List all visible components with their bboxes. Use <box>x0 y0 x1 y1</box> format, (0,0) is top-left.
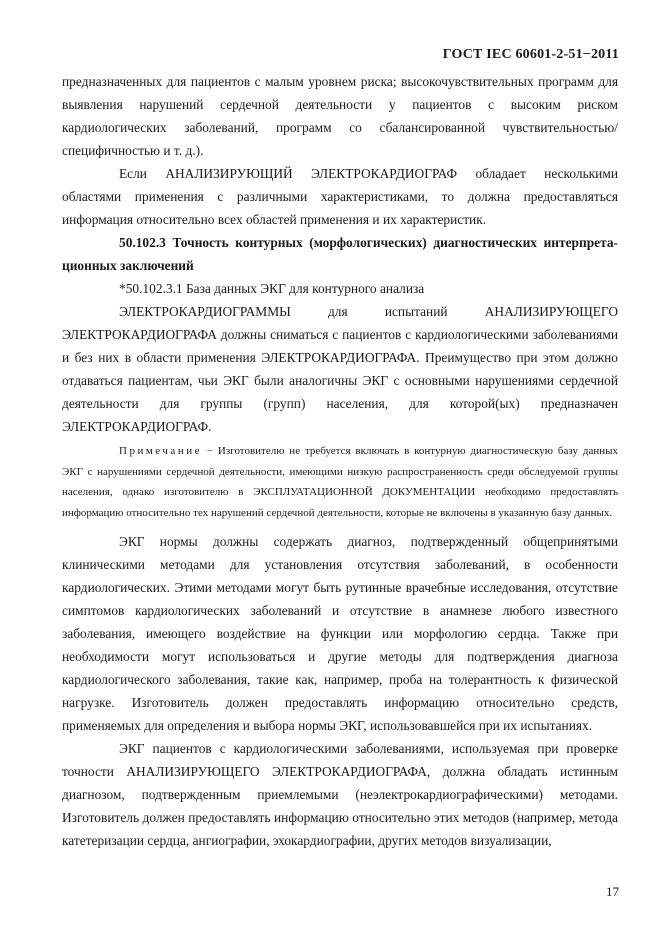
section-heading: 50.102.3 Точность контурных (морфологических) диагностических интерпретационных заключений <box>62 235 618 273</box>
standard-header: ГОСТ IEC 60601-2-51−2011 <box>442 47 619 62</box>
note-text: − Изготовителю не требуется включать в контурную диагностическую базу данных ЭКГ с нарушениями сердечной деятельности, имеющими низкую распространенность среди обследуемой группы населения, однако изготовителю в ЭКСПЛУАТАЦИОННОЙ ДОКУМЕНТАЦИИ необходимо предоставлять информацию относительно тех нарушений сердечной деятельности, которые не включены в указанную базу данных. <box>62 445 618 519</box>
note <box>62 441 618 523</box>
paragraph-patient-ecg: ЭКГ пациентов с кардиологическими заболеваниями, используемая при проверке точности АНАЛИЗИРУЮЩЕГО ЭЛЕКТРОКАРДИОГРАФА, должна обладать истинным диагнозом, подтвержденным приемлемыми (неэлектрокардиографическими) методами. Изготовитель должен предоставлять информацию относительно этих методов (например, метода катетеризации сердца, ангиографии, эхокардиографии, других методов визуализации, <box>62 741 618 848</box>
paragraph-application-areas: Если АНАЛИЗИРУЮЩИЙ ЭЛЕКТРОКАРДИОГРАФ обладает несколькими областями применения с различными характеристиками, то должна предоставляться информация относительно всех областей применения и их характеристик. <box>62 166 618 227</box>
paragraph-ecg-database: ЭЛЕКТРОКАРДИОГРАММЫ для испытаний АНАЛИЗИРУЮЩЕГО ЭЛЕКТРОКАРДИОГРАФА должны сниматься с пациентов с кардиологическими заболеваниями и без них в области применения ЭЛЕКТРОКАРДИОГРАФА. Преимущество при этом должно отдаваться пациентам, чьи ЭКГ были аналогичны ЭКГ с основными нарушениями сердечной деятельности для группы (групп) населения, для которой(ых) предназначен ЭЛЕКТРОКАРДИОГРАФ. <box>62 304 618 434</box>
page-number: 17 <box>606 884 619 899</box>
note-label: Примечание <box>119 445 202 457</box>
body-text <box>62 70 618 852</box>
subsection-heading: *50.102.3.1 База данных ЭКГ для контурного анализа <box>119 281 425 296</box>
paragraph-normal-ecg: ЭКГ нормы должны содержать диагноз, подтвержденный общепринятыми клиническими методами для установления отсутствия заболеваний, в особенности кардиологических. Этими методами могут быть рутинные врачебные исследования, отсутствие симптомов кардиологических заболеваний и отсутствие в анамнезе любого известного заболевания, имеющего воздействие на функции или морфологию сердца. Также при необходимости могут использоваться и другие методы для подтверждения диагноза кардиологического заболевания, такие как, например, проба на толерантность к физической нагрузке. Изготовитель должен предоставлять информацию относительно средств, применяемых для определения и выбора нормы ЭКГ, использовавшейся при их испытаниях. <box>62 534 618 733</box>
paragraph-continuation: предназначенных для пациентов с малым уровнем риска; высокочувствительных программ для выявления нарушений сердечной деятельности у пациентов с высоким риском кардиологических заболеваний, программ со сбалансированной чувствительностью/специфичностью и т. д.). <box>62 74 618 158</box>
